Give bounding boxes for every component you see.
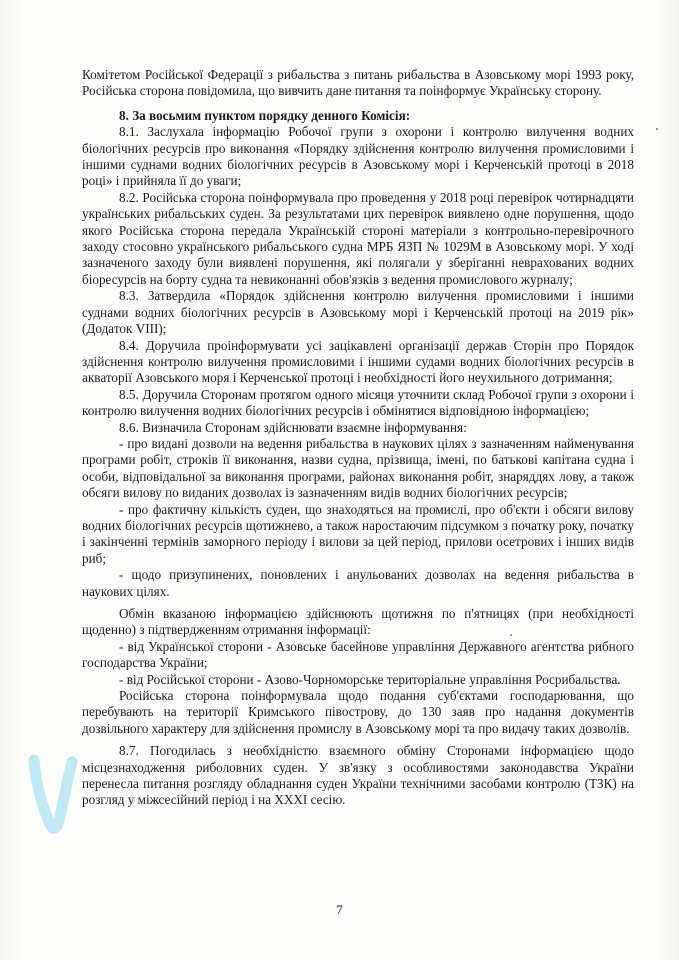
scan-speck	[510, 634, 512, 636]
paragraph: - від Української сторони - Азовське басейнове управління Державного агентства рибного господарства України;	[82, 638, 634, 671]
paragraph: 8.2. Російська сторона поінформувала про проведення у 2018 році перевірок чотирнадцяти українських рибальських суден. За результатами цих перевірок виявлено одне порушення, щодо якого Російська сторона передала Українській стороні матеріали з контрольно-перевірочного заходу стосовно українського рибальського судна МРБ ЯЗП № 1029М в Азовському морі. У ході зазначеного заходу були виявлені порушення, які полягали у зберіганні неврахованих водних біоресурсів на борту судна та невиконанні обов'язків з ведення промислового журналу;	[82, 189, 634, 287]
document-body	[82, 67, 634, 809]
paragraph: Обмін вказаною інформацією здійснюють щотижня по п'ятницях (при необхідності щоденно) з підтвердженням отримання інформації:	[82, 606, 634, 638]
paragraph: Комітетом Російської Федерації з рибальства з питань рибальства в Азовському морі 1993 року, Російська сторона повідомила, що вивчить дане питання та поінформує Українську сторону.	[82, 67, 634, 99]
paragraph: - про видані дозволи на ведення рибальства в наукових цілях з зазначенням найменування програми робіт, строків її виконання, назви судна, прізвища, імені, по батькові капітана судна і особи, відповідальної за виконання програми, районах виконання робіт, знаряддях лову, а також обсяги вилову по виданих дозволах із зазначенням видів водних біологічних ресурсів;	[82, 435, 634, 501]
page-number: 7	[336, 902, 343, 917]
paragraph: 8.3. Затвердила «Порядок здійснення контролю вилучення промисловими і іншими суднами водних біологічних ресурсів в Азовському морі і Керченській протоці на 2019 рік» (Додаток VIII);	[82, 288, 634, 337]
paragraph: - щодо призупинених, поновлених і анульованих дозволах на ведення рибальства в наукових цілях.	[82, 567, 634, 599]
highlighter-mark	[24, 754, 80, 834]
paragraph: 8.7. Погодилась з необхідністю взаємного обміну Сторонами інформацією щодо місцезнаходження риболовних суден. У зв'язку з особливостями законодавства України перенесла питання розгляду обладнання суден України технічними засобами контролю (ТЗК) на розгляд у міжсесійний період і на XXXI сесію.	[82, 743, 634, 808]
paragraph: - про фактичну кількість суден, що знаходяться на промислі, про об'єкти і обсяги вилову водних біологічних ресурсів щотижнево, а також наростаючим підсумком з початку року, початку і закінченні термінів заморного періоду і вилови за цей період, прилови осетрових і інших видів риб;	[82, 501, 634, 566]
paragraph: - від Російської сторони - Азово-Чорноморське територіальне управління Росрибальства.	[119, 671, 621, 687]
scan-speck	[656, 128, 658, 130]
paragraph: Російська сторона поінформувала щодо подання суб'єктами господарювання, що перебувають на території Кримського півострову, до 130 заяв про надання документів дозвільного характеру для здійснення промислу в Азовському морі та про видачу таких дозволів.	[82, 688, 634, 736]
section-heading: 8. За восьмим пунктом порядку денного Комісія:	[119, 107, 411, 123]
paragraph: 8.1. Заслухала інформацію Робочої групи з охорони і контролю вилучення водних біологічних ресурсів про виконання «Порядку здійснення контролю вилучення промисловими і іншими суднами водних біологічних ресурсів в Азовському морі і Керченській протоці в 2018 році» і прийняла її до уваги;	[82, 124, 634, 189]
paragraph: 8.4. Доручила проінформувати усі зацікавлені організації держав Сторін про Порядок здійснення контролю вилучення промисловими і іншими судами водних біологічних ресурсів в акваторії Азовського моря і Керченської протоці і необхідності його неухильного дотримання;	[82, 337, 634, 386]
paragraph: 8.6. Визначила Сторонам здійснювати взаємне інформування:	[119, 419, 467, 435]
paragraph: 8.5. Доручила Сторонам протягом одного місяця уточнити склад Робочої групи з охорони і контролю вилучення водних біологічних ресурсів і обмінятися відповідною інформацією;	[82, 386, 634, 419]
